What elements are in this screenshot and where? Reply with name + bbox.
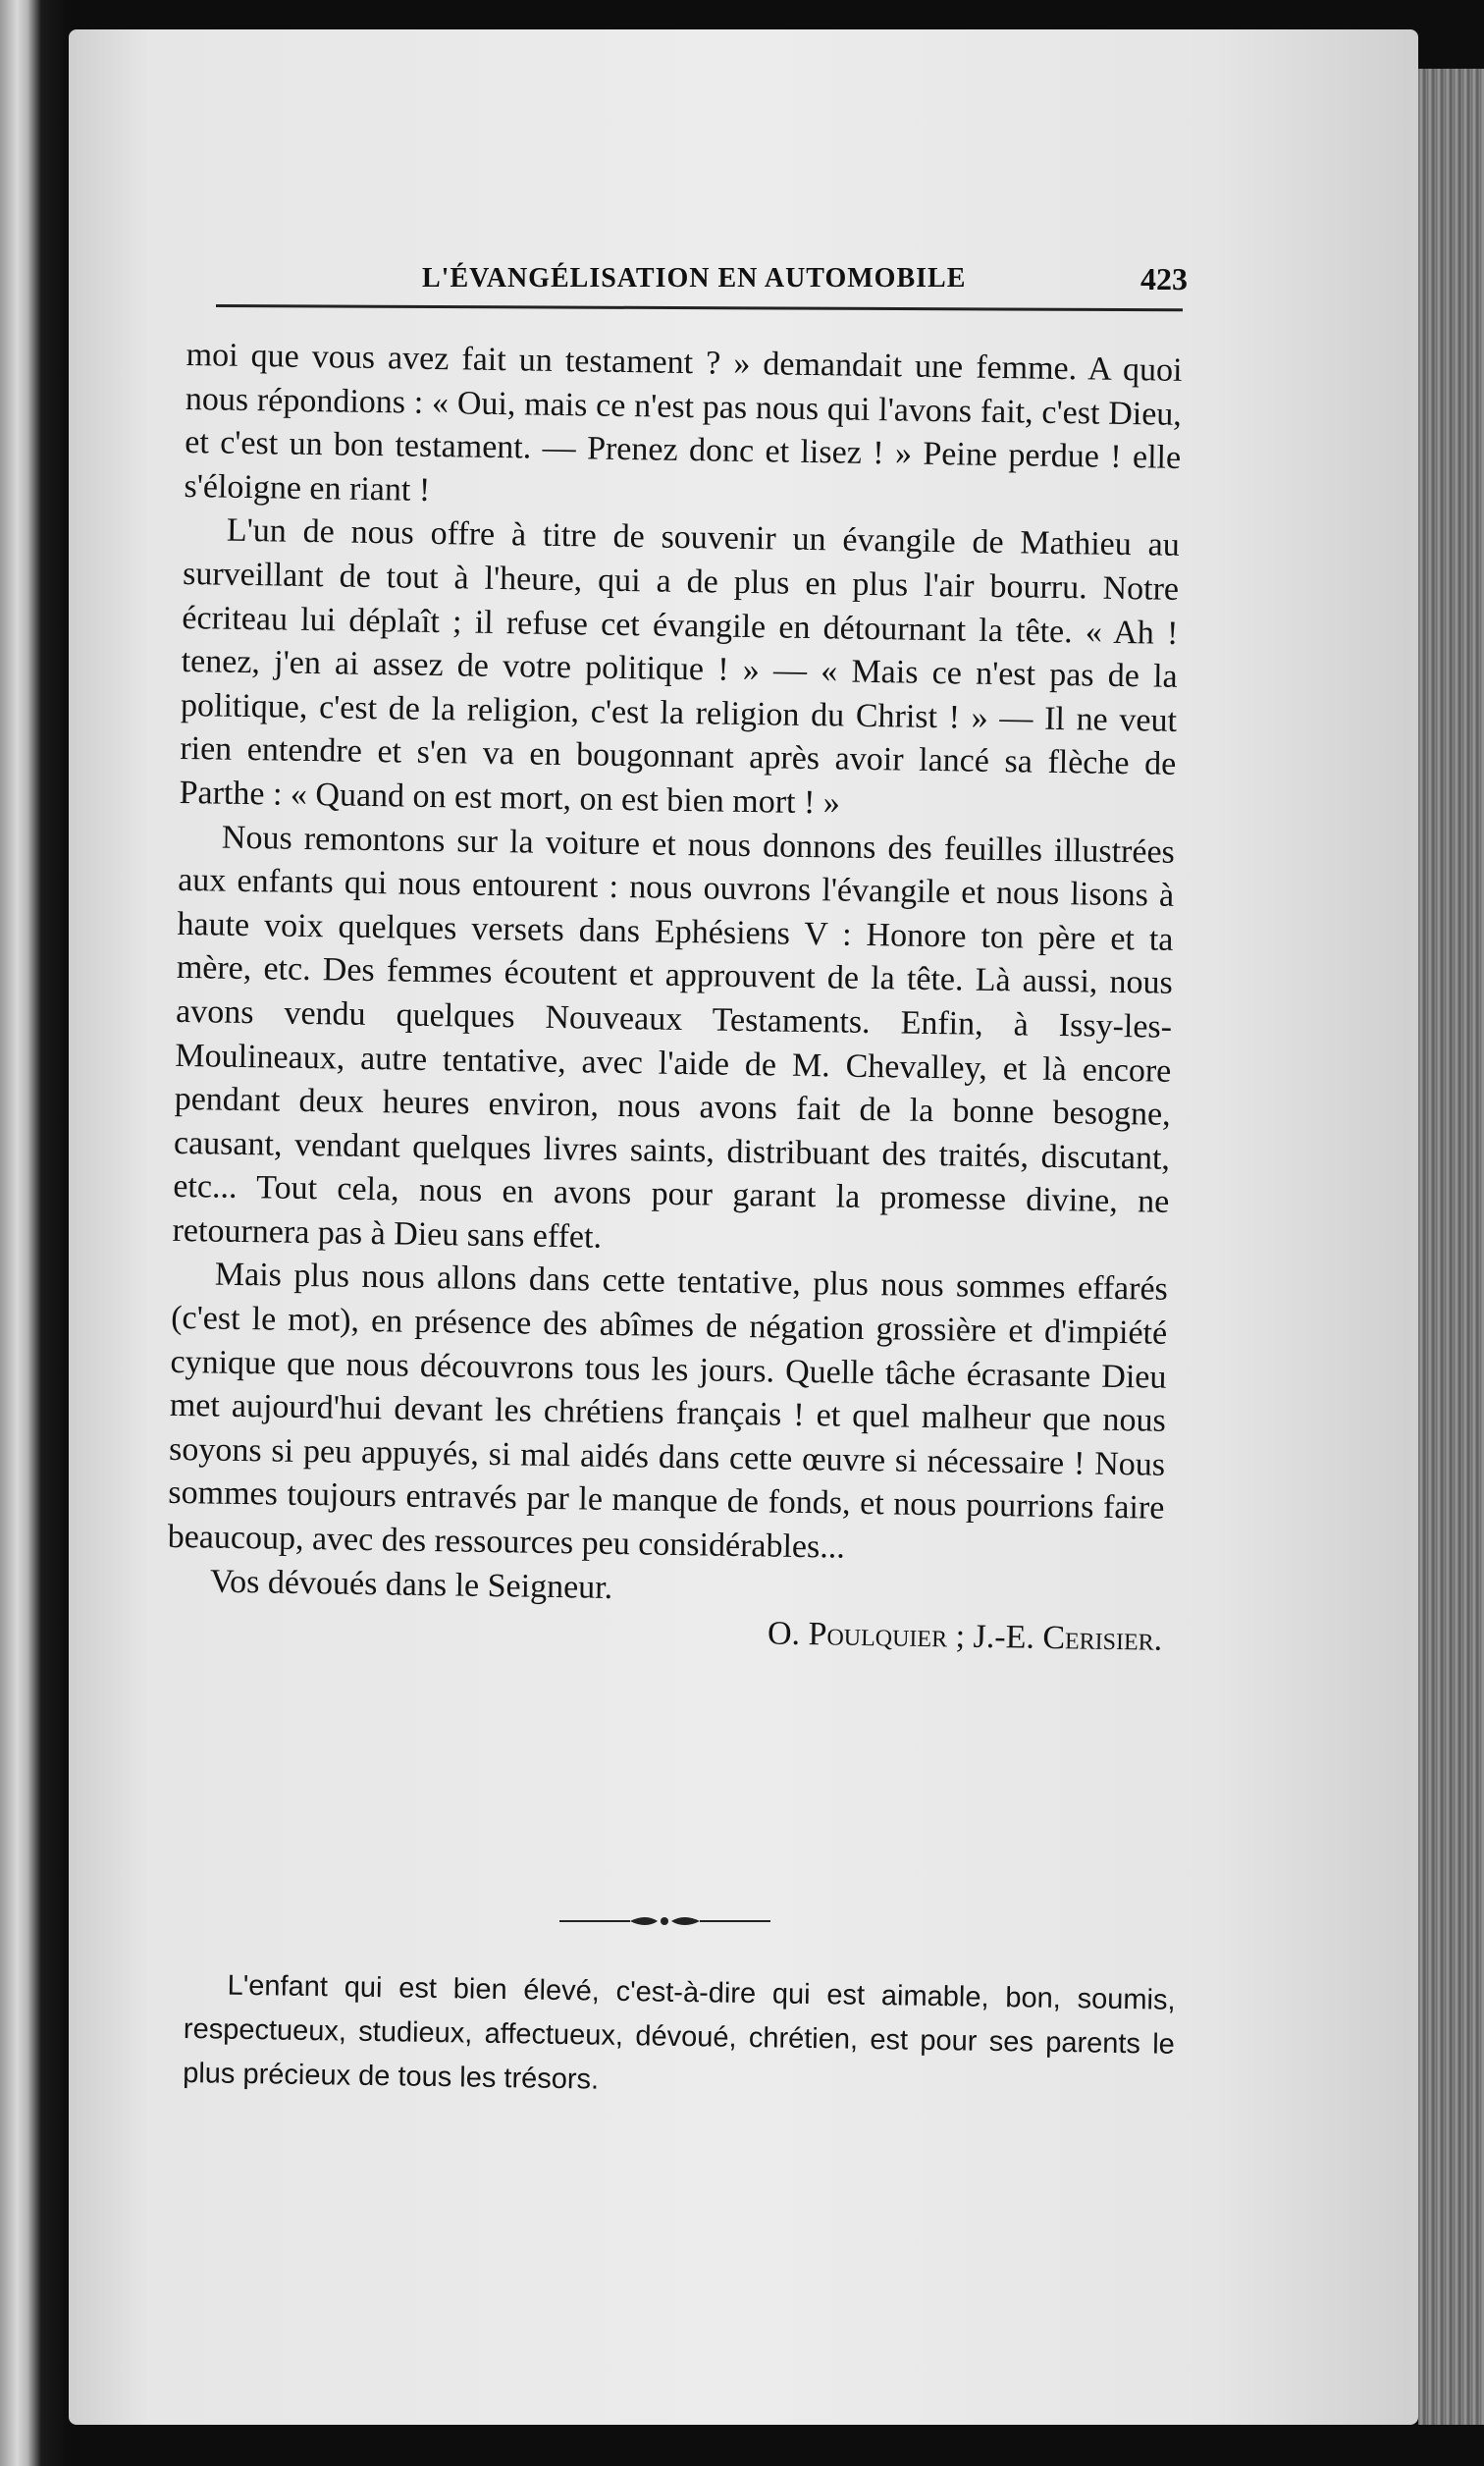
footnote-text: L'enfant qui est bien élevé, c'est-à-dire qui est aimable, bon, soumis, respectueux, studieux, affectueux, dévoué, chrétien, est pour ses parents le plus précieux de tous les trésors. (182, 1969, 1176, 2096)
fleuron-ornament-icon (559, 1909, 770, 1933)
running-head (137, 263, 1188, 302)
page-edges (1418, 69, 1484, 2425)
main-text (166, 334, 1183, 1663)
page-number: 423 (1140, 261, 1188, 296)
paragraph-3: Nous remontons sur la voiture et nous donnons des feuilles illustrées aux enfants qui nous entourent : nous ouvrons l'évangile et nous lisons à haute voix quelques versets dans Ephésiens V : Honore ton père et ta mère, etc. Des femmes écoutent et approuvent de la tête. Là aussi, nous avons vendu quelques Nouveaux Testaments. Enfin, à Issy-les-Moulineaux, autre tentative, avec l'aide de M. Chevalley, et là encore pendant deux heures environ, nous avons fait de la bonne besogne, causant, vendant quelques livres saints, distribuant des traités, discutant, etc... Tout cela, nous en avons pour garant la promesse divine, ne retournera pas à Dieu sans effet. (172, 819, 1176, 1256)
paragraph-5: Vos dévoués dans le Seigneur. (209, 1563, 613, 1606)
footnote-block (183, 1963, 1176, 2112)
paragraph-1: moi que vous avez fait un testament ? » demandait une femme. A quoi nous répondions : « Oui, mais ce n'est pas nous qui l'avons fait, c'est Dieu, et c'est un bon testament. — Prenez donc et lisez ! » Peine perdue ! elle s'éloigne en riant ! (184, 336, 1183, 509)
paragraph-2: L'un de nous offre à titre de souvenir un évangile de Mathieu au surveillant de tout à l'heure, qui a de plus en plus l'air bourru. Notre écriteau lui déplaît ; il refuse cet évangile en détournant la tête. « Ah ! tenez, j'en ai assez de votre politique ! » — « Mais ce n'est pas de la politique, c'est de la religion, c'est la religion du Christ ! » — Il ne veut rien entendre et s'en va en bougonnant après avoir lancé sa flèche de Parthe : « Quand on est mort, on est bien mort ! » (179, 512, 1181, 822)
running-head-title: L'ÉVANGÉLISATION EN AUTOMOBILE (422, 263, 967, 294)
book-spine-shadow (0, 0, 69, 2466)
signature: O. Poulquier ; J.-E. Cerisier. (767, 1615, 1163, 1658)
paragraph-4: Mais plus nous allons dans cette tentative, plus nous sommes effarés (c'est le mot), en présence des abîmes de négation grossière et d'impiété cynique que nous découvrons tous les jours. Quelle tâche écrasante Dieu met aujourd'hui devant les chrétiens français ! et quel malheur que nous soyons si peu appuyés, si mal aidés dans cette œuvre si nécessaire ! Nous sommes toujours entravés par le manque de fonds, et nous pourrions faire beaucoup, avec des ressources peu considérables... (167, 1257, 1169, 1566)
